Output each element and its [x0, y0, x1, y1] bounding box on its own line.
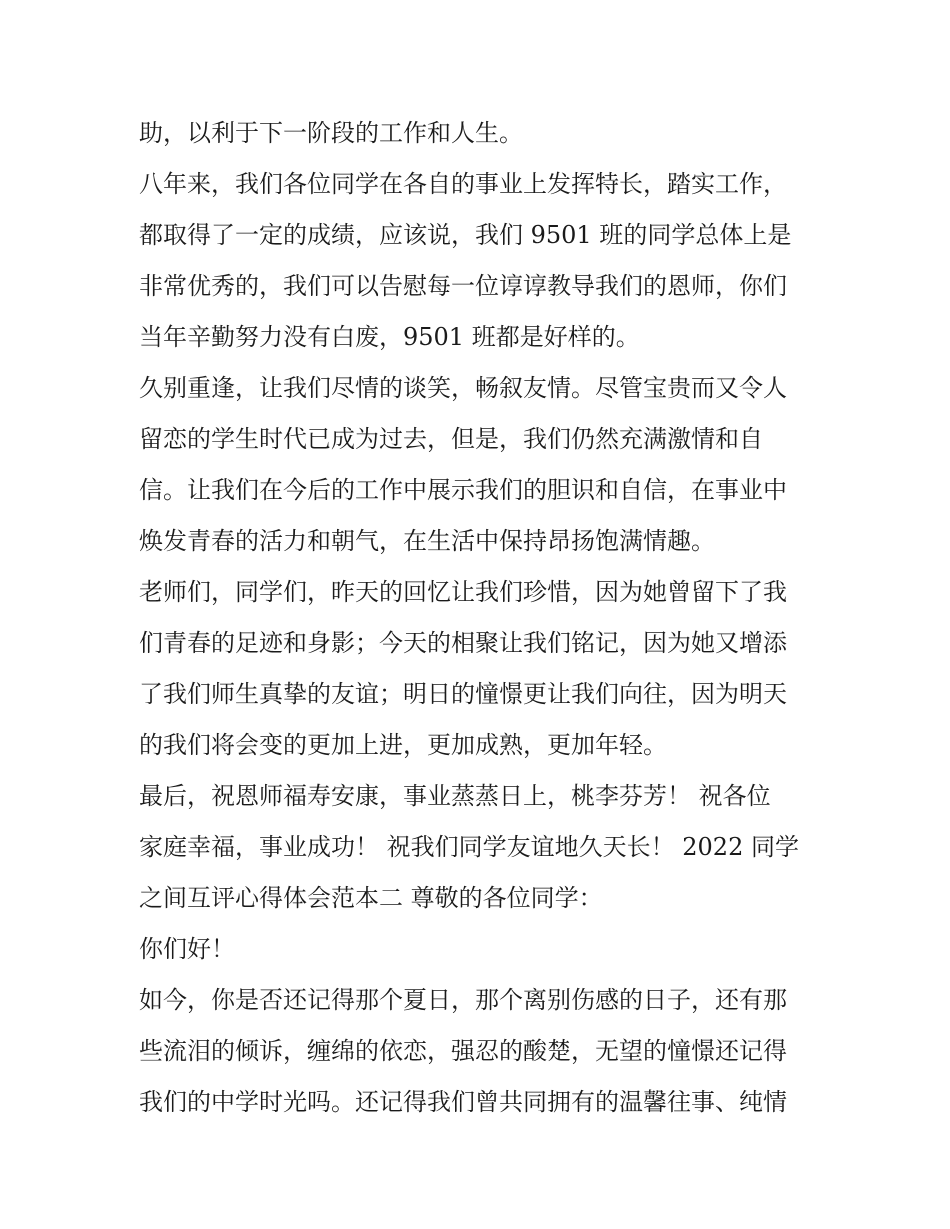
text-line: 如今，你是否还记得那个夏日，那个离别伤感的日子，还有那 — [139, 986, 787, 1014]
text-line: 的我们将会变的更加上进，更加成熟，更加年轻。 — [139, 731, 667, 759]
text-line: 你们好！ — [139, 935, 235, 963]
document-body — [139, 108, 819, 1128]
text-line: 当年辛勤努力没有白废，9501 班都是好样的。 — [139, 323, 640, 351]
text-line: 留恋的学生时代已成为过去，但是，我们仍然充满激情和自 — [139, 425, 763, 453]
text-line: 老师们，同学们，昨天的回忆让我们珍惜，因为她曾留下了我 — [139, 578, 787, 606]
text-line: 之间互评心得体会范本二 尊敬的各位同学： — [139, 884, 603, 912]
text-line: 了我们师生真挚的友谊；明日的憧憬更让我们向往，因为明天 — [139, 680, 787, 708]
text-line: 焕发青春的活力和朝气，在生活中保持昂扬饱满情趣。 — [139, 527, 715, 555]
text-line: 信。让我们在今后的工作中展示我们的胆识和自信，在事业中 — [139, 476, 787, 504]
text-line: 助，以利于下一阶段的工作和人生。 — [139, 119, 523, 147]
text-line: 都取得了一定的成绩，应该说，我们 9501 班的同学总体上是 — [139, 221, 792, 249]
text-line: 八年来，我们各位同学在各自的事业上发挥特长，踏实工作， — [139, 170, 787, 198]
text-line: 非常优秀的，我们可以告慰每一位谆谆教导我们的恩师，你们 — [139, 272, 787, 300]
text-line: 久别重逢，让我们尽情的谈笑，畅叙友情。尽管宝贵而又令人 — [139, 374, 787, 402]
text-line: 最后，祝恩师福寿安康，事业蒸蒸日上，桃李芬芳！ 祝各位 — [139, 782, 771, 810]
text-line: 们青春的足迹和身影；今天的相聚让我们铭记，因为她又增添 — [139, 629, 787, 657]
text-line: 些流泪的倾诉，缠绵的依恋，强忍的酸楚，无望的憧憬还记得 — [139, 1037, 787, 1065]
text-line: 我们的中学时光吗。还记得我们曾共同拥有的温馨往事、纯情 — [139, 1088, 787, 1116]
text-line: 家庭幸福，事业成功！ 祝我们同学友谊地久天长！ 2022 同学 — [139, 833, 799, 861]
